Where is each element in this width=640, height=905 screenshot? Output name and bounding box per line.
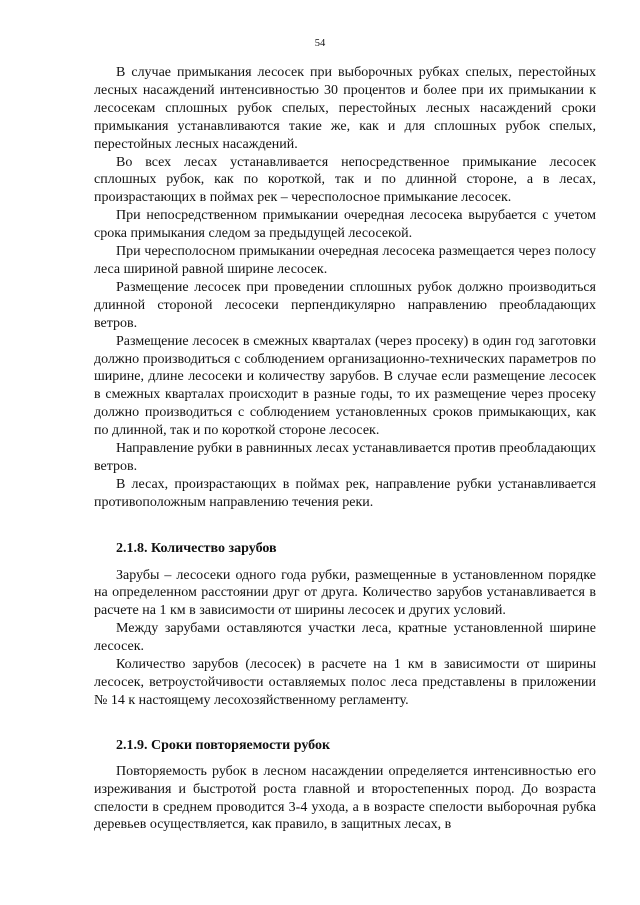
paragraph: Размещение лесосек в смежных кварталах (через просеку) в один год заготовки должно производиться с соблюдением организационно-технических параметров по ширине, длине лесосеки и количеству зарубов. В случае если размещение лесосек в смежных кварталах происходит в разные годы, то их размещение через просеку должно производиться с соблюдением установленных сроков примыкающих, как по длинной, так и по короткой стороне лесосек.	[94, 333, 596, 439]
paragraph: Повторяемость рубок в лесном насаждении определяется интенсивностью его изреживания и быстротой роста главной и второстепенных пород. До возраста спелости в среднем проводится 3-4 ухода, а в возрасте спелости выборочная рубка деревьев осуществляется, как правило, в защитных лесах, в	[94, 763, 596, 833]
page-body	[94, 64, 596, 834]
paragraph: Количество зарубов (лесосек) в расчете на 1 км в зависимости от ширины лесосек, ветроустойчивости оставляемых полос леса представлены в приложении № 14 к настоящему лесохозяйственному регламенту.	[94, 657, 596, 708]
paragraph: Во всех лесах устанавливается непосредственное примыкание лесосек сплошных рубок, как по короткой, так и по длинной стороне, а в лесах, произрастающих в поймах рек – чересполосное примыкание лесосек.	[94, 154, 596, 206]
paragraph: В лесах, произрастающих в поймах рек, направление рубки устанавливается противоположным направлению течения реки.	[94, 476, 596, 510]
paragraph: Размещение лесосек при проведении сплошных рубок должно производиться длинной стороной лесосеки перпендикулярно направлению преобладающих ветров.	[94, 279, 596, 331]
section-heading-cut-frequency: 2.1.9. Сроки повторяемости рубок	[116, 737, 331, 753]
paragraph: Направление рубки в равнинных лесах устанавливается против преобладающих ветров.	[94, 441, 596, 474]
paragraph: При непосредственном примыкании очередная лесосека вырубается с учетом срока примыкания следом за предыдущей лесосекой.	[94, 208, 596, 242]
section-heading-cut-count: 2.1.8. Количество зарубов	[116, 540, 277, 556]
paragraph: В случае примыкания лесосек при выборочных рубках спелых, перестойных лесных насаждений интенсивностью 30 процентов и более при их примыкании к лесосекам сплошных рубок спелых, перестойных лесных насаждений сроки примыкания устанавливаются такие же, как и для сплошных рубок спелых, перестойных лесных насаждений.	[94, 65, 596, 152]
page-number: 54	[314, 38, 326, 49]
paragraph: При чересполосном примыкании очередная лесосека размещается через полосу леса шириной равной ширине лесосек.	[94, 244, 596, 277]
paragraph: Между зарубами оставляются участки леса, кратные установленной ширине лесосек.	[94, 621, 596, 655]
paragraph: Зарубы – лесосеки одного года рубки, размещенные в установленном порядке на определенном расстоянии друг от друга. Количество зарубов устанавливается в расчете на 1 км в зависимости от ширины лесосек и других условий.	[94, 567, 596, 619]
